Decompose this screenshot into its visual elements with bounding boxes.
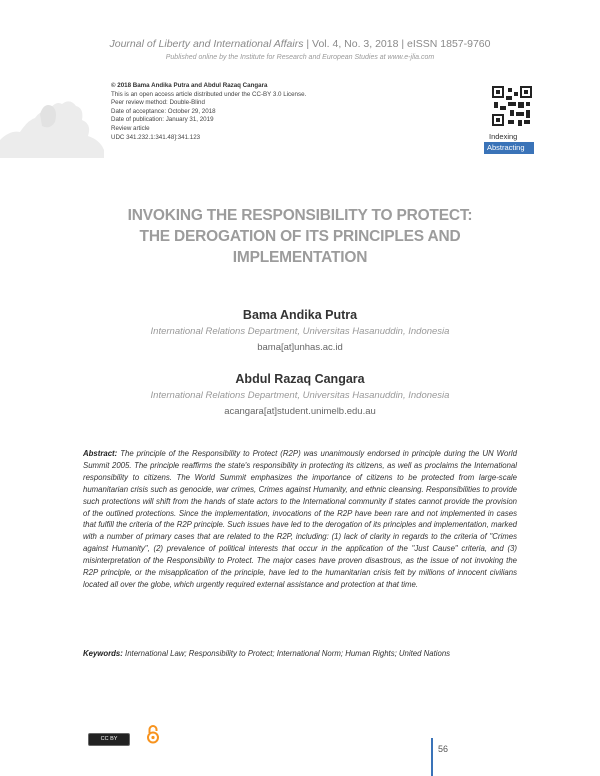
title-line-1: INVOKING THE RESPONSIBILITY TO PROTECT:	[127, 207, 473, 224]
qr-code-icon[interactable]	[492, 86, 532, 126]
license: This is an open access article distributed under the CC-BY 3.0 License.	[111, 90, 307, 98]
journal-header	[0, 38, 600, 50]
cc-license-icon[interactable]: CC BY	[88, 733, 130, 746]
footer-divider	[431, 738, 433, 776]
statue-watermark-image	[0, 80, 110, 158]
author-email[interactable]: acangara[at]student.unimelb.edu.au	[224, 406, 376, 417]
peer-review: Peer review method: Double-Blind	[111, 99, 205, 107]
keywords-label: Keywords:	[83, 649, 123, 658]
abstracting-label[interactable]: Abstracting	[484, 142, 534, 154]
author-affiliation: International Relations Department, Universitas Hasanuddin, Indonesia	[150, 326, 450, 337]
abstract-text: The principle of the Responsibility to Protect (R2P) was unanimously endorsed in principle during the UN World Summit 2005. The principle reaffirms the state's responsibility in protecting its citizens, as well as proclaims the International responsibility to citizens. The World Summit emphasizes the importance of citizens to be protected from large-scale humanitarian crisis such as genocide, war crimes, Crimes against Humanity, and ethnic cleansing. Responsibilities to provide such protections will shift from the hands of state actors to the International community if states cannot provide the provision of the outlined protections. Since the implementation, invocations of the R2P have been rare and not implemented in cases that fulfill the criteria of the R2P principle. Such issues have led to the derogation of its principles and implementation, marked with a number of primary cases that are related to the R2P, including: (1) lack of clarity in regards to the criteria of "Crimes against Humanity", (2) prevalence of political interests that occur in the application of the "Just Cause" criteria, and (3) misinterpretation of the Responsibility to Protect. The major cases have proven disastrous, as the issue of not invoking the R2P principle, or the misapplication of the principle, have led to the humanitarian crisis felt by millions of innocent civilians located all over the globe, which urgently required external assistance and protection at that time.	[83, 449, 517, 589]
acceptance-date: Date of acceptance: October 29, 2018	[111, 107, 216, 115]
author-affiliation: International Relations Department, Universitas Hasanuddin, Indonesia	[150, 390, 450, 401]
publication-date: Date of publication: January 31, 2019	[111, 116, 214, 124]
open-access-icon[interactable]	[146, 724, 160, 744]
title-line-2: THE DEROGATION OF ITS PRINCIPLES AND	[139, 228, 461, 245]
author-email[interactable]: bama[at]unhas.ac.id	[257, 342, 343, 353]
abstract-label: Abstract:	[83, 449, 118, 458]
article-title	[60, 205, 540, 268]
article-meta	[111, 82, 306, 142]
author-name: Bama Andika Putra	[242, 308, 358, 322]
journal-name: Journal of Liberty and International Affairs	[109, 38, 304, 50]
abstract	[83, 448, 517, 591]
published-line: Published online by the Institute for Research and European Studies at www.e-jlia.com	[165, 54, 435, 61]
title-line-3: IMPLEMENTATION	[232, 249, 368, 266]
author-name: Abdul Razaq Cangara	[235, 372, 365, 386]
page-number: 56	[438, 744, 449, 754]
udc: UDC 341.232.1:341.48]:341.123	[111, 133, 201, 141]
keywords-text: International Law; Responsibility to Protect; International Norm; Human Rights; United Nations	[122, 649, 451, 658]
journal-details: | Vol. 4, No. 3, 2018 | eISSN 1857-9760	[303, 38, 491, 50]
keywords	[83, 649, 517, 658]
indexing-label: Indexing	[489, 132, 518, 141]
copyright: © 2018 Bama Andika Putra and Abdul Razaq Cangara	[111, 82, 268, 89]
article-type: Review article	[111, 124, 150, 132]
